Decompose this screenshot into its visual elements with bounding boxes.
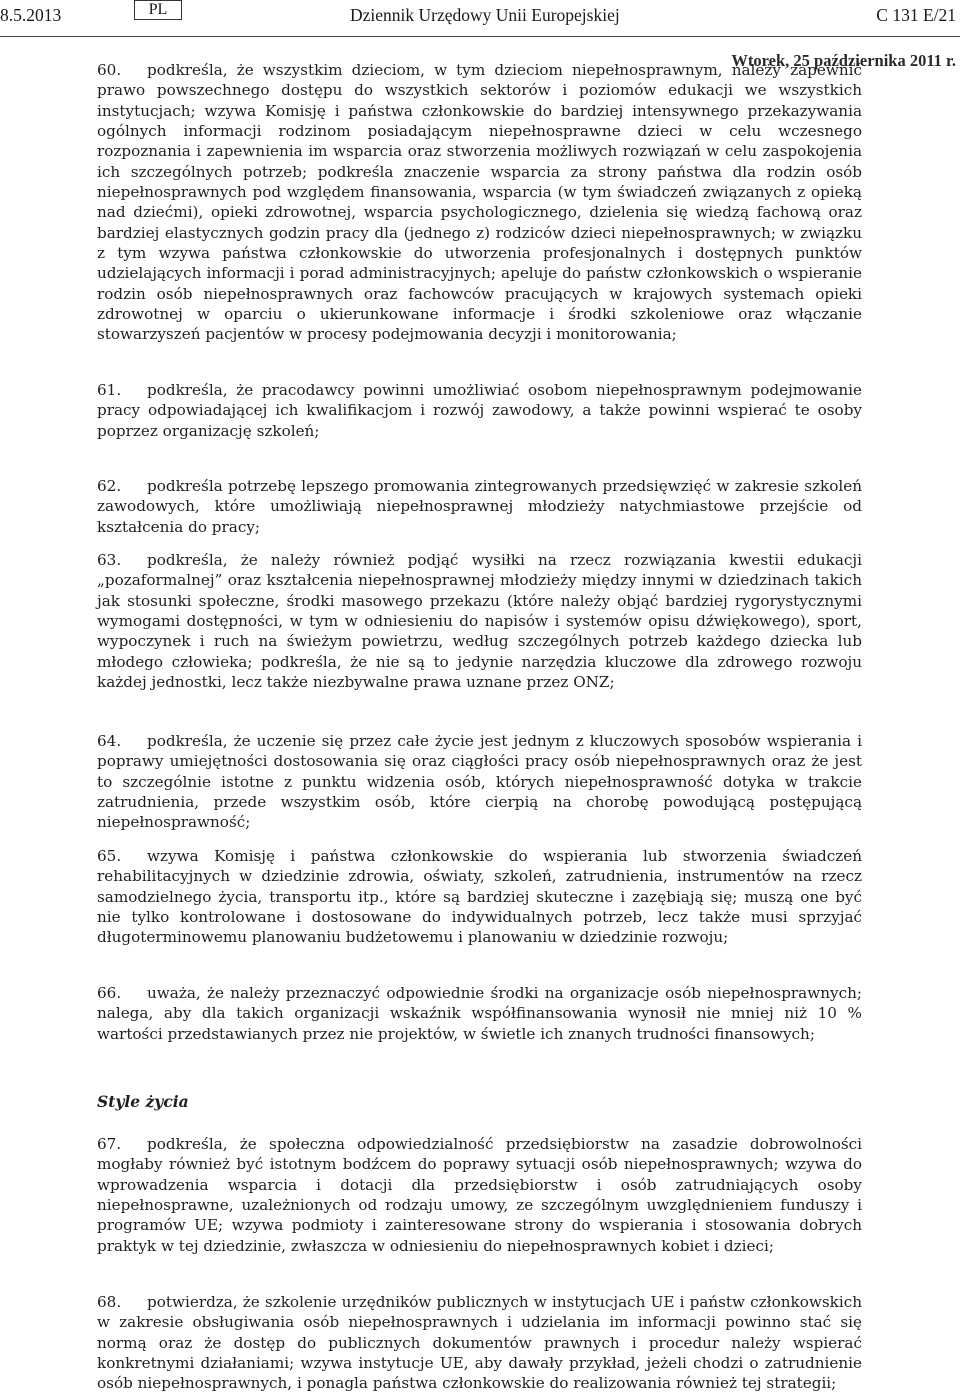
paragraph-number: 61.: [97, 381, 122, 399]
paragraph-number: 64.: [97, 732, 122, 750]
paragraph-number: 65.: [97, 847, 122, 865]
journal-reference: C 131 E/21: [876, 5, 956, 25]
paragraph-number: 68.: [97, 1293, 122, 1311]
paragraph-number: 67.: [97, 1135, 122, 1153]
header-rule: [0, 36, 960, 37]
paragraph-text: potwierdza, że szkolenie urzędników publicznych w instytucjach UE i państw członkowskich w zakresie obsługiwania osób niepełnosprawnych i udzielania im informacji powinno stać się normą oraz że dostęp do publicznych dokumentów prawnych i procedur należy wspierać konkretnymi działaniami; wzywa instytucje UE, aby dawały przykład, jeżeli chodzi o zatrudnienie osób niepełnosprawnych, i ponagla państwa członkowskie do realizowania również tej strategii;: [97, 1293, 862, 1393]
paragraph-68: [97, 1292, 862, 1394]
language-box: PL: [134, 0, 182, 20]
paragraph-text: podkreśla, że społeczna odpowiedzialność przedsiębiorstw na zasadzie dobrowolności mogłaby również być istotnym bodźcem do poprawy sytuacji osób niepełnosprawnych; wzywa do wprowadzenia wsparcia i dotacji dla przedsiębiorstw i osób zatrudniających osoby niepełnosprawne, uzależnionych od rodzaju umowy, ze szczególnym uwzględnieniem funduszy i programów UE; wzywa podmioty i zainteresowane strony do wspierania i stosowania dobrych praktyk w tej dziedzinie, zwłaszcza w odniesieniu do niepełnosprawnych kobiet i dzieci;: [97, 1135, 862, 1255]
paragraph-text: uważa, że należy przeznaczyć odpowiednie środki na organizacje osób niepełnosprawnych; nalega, aby dla takich organizacji wskaźnik współfinansowania wynosił nie mniej niż 10 % wartości przedstawianych przez nie projektów, w świetle ich znanych trudności finansowych;: [97, 984, 862, 1043]
session-date: Wtorek, 25 października 2011 r.: [731, 51, 956, 70]
section-heading: Style życia: [97, 1092, 189, 1111]
paragraph-text: podkreśla, że pracodawcy powinni umożliwiać osobom niepełnosprawnym podejmowanie pracy odpowiadającej ich kwalifikacjom i rozwój zawodowy, a także powinni wspierać te osoby poprzez organizację szkoleń;: [97, 381, 862, 440]
paragraph-text: podkreśla, że należy również podjąć wysiłki na rzecz rozwiązania kwestii edukacji „pozaformalnej” oraz kształcenia niepełnosprawnej młodzieży między innymi w dziedzinach takich jak stosunki społeczne, środki masowego przekazu (które należy objąć bardziej rygorystycznymi wymogami dostępności, w tym w odniesieniu do napisów i systemów opisu dźwiękowego), sport, wypoczynek i ruch na świeżym powietrzu, według szczególnych potrzeb każdego dziecka lub młodego człowieka; podkreśla, że nie są to jedynie narzędzia kluczowe dla zdrowego rozwoju każdej jednostki, lecz także niezbywalne prawa uznane przez ONZ;: [97, 551, 862, 692]
paragraph-64: [97, 731, 862, 833]
paragraph-text: podkreśla potrzebę lepszego promowania zintegrowanych przedsięwzięć w zakresie szkoleń zawodowych, które umożliwiają niepełnosprawnej młodzieży natychmiastowe przejście od kształcenia do pracy;: [97, 477, 862, 536]
paragraph-61: [97, 380, 862, 441]
publication-date: 8.5.2013: [0, 5, 62, 25]
paragraph-62: [97, 476, 862, 537]
paragraph-67: [97, 1134, 862, 1256]
paragraph-text: podkreśla, że wszystkim dzieciom, w tym dzieciom niepełnosprawnym, należy zapewnić prawo powszechnego dostępu do wszystkich sektorów i poziomów edukacji we wszystkich instytucjach; wzywa Komisję i państwa członkowskie do bardziej intensywnego przekazywania ogólnych informacji rodzinom posiadającym niepełnosprawne dzieci w celu wczesnego rozpoznania i zapewnienia im wsparcia oraz stworzenia możliwych rozwiązań w celu zaspokojenia ich szczególnych potrzeb; podkreśla znaczenie wsparcia za strony państwa dla rodzin osób niepełnosprawnych pod względem finansowania, wsparcia (w tym świadczeń związanych z opieką nad dziećmi), opieki zdrowotnej, wsparcia psychologicznego, dzielenia się wiedzą fachową oraz bardziej elastycznych godzin pracy dla (jednego z) rodziców dzieci niepełnosprawnych; w związku z tym wzywa państwa członkowskie do utworzenia profesjonalnych i dostępnych punktów udzielających informacji i porad administracyjnych; apeluje do państw członkowskich o wspieranie rodzin osób niepełnosprawnych oraz fachowców pracujących w krajowych systemach opieki zdrowotnej w oparciu o ukierunkowane informacje i środki szkoleniowe oraz włączanie stowarzyszeń pacjentów w procesy podejmowania decyzji i monitorowania;: [97, 61, 862, 344]
page-header: [0, 0, 960, 30]
paragraph-text: podkreśla, że uczenie się przez całe życie jest jednym z kluczowych sposobów wspierania i poprawy umiejętności dostosowania się oraz ciągłości pracy osób niepełnosprawnych oraz że jest to szczególnie istotne z punktu widzenia osób, których niepełnosprawność dotyka w trakcie zatrudnienia, przede wszystkim osób, które cierpią na chorobę powodującą postępującą niepełnosprawność;: [97, 732, 862, 832]
paragraph-number: 63.: [97, 551, 122, 569]
paragraph-text: wzywa Komisję i państwa członkowskie do wspierania lub stworzenia świadczeń rehabilitacyjnych w dziedzinie zdrowia, oświaty, szkoleń, zatrudnienia, instrumentów na rzecz samodzielnego życia, transportu itp., które są bardziej skuteczne i zazębiają się; muszą one być nie tylko kontrolowane i dostosowane do indywidualnych potrzeb, lecz także musi sprzyjać długoterminowemu planowaniu budżetowemu i planowaniu w dziedzinie rozwoju;: [97, 847, 862, 947]
paragraph-65: [97, 846, 862, 948]
journal-title: Dziennik Urzędowy Unii Europejskiej: [350, 5, 620, 25]
paragraph-66: [97, 983, 862, 1044]
paragraph-number: 62.: [97, 477, 122, 495]
paragraph-number: 66.: [97, 984, 122, 1002]
paragraph-60: [97, 60, 862, 345]
paragraph-number: 60.: [97, 61, 122, 79]
paragraph-63: [97, 550, 862, 692]
